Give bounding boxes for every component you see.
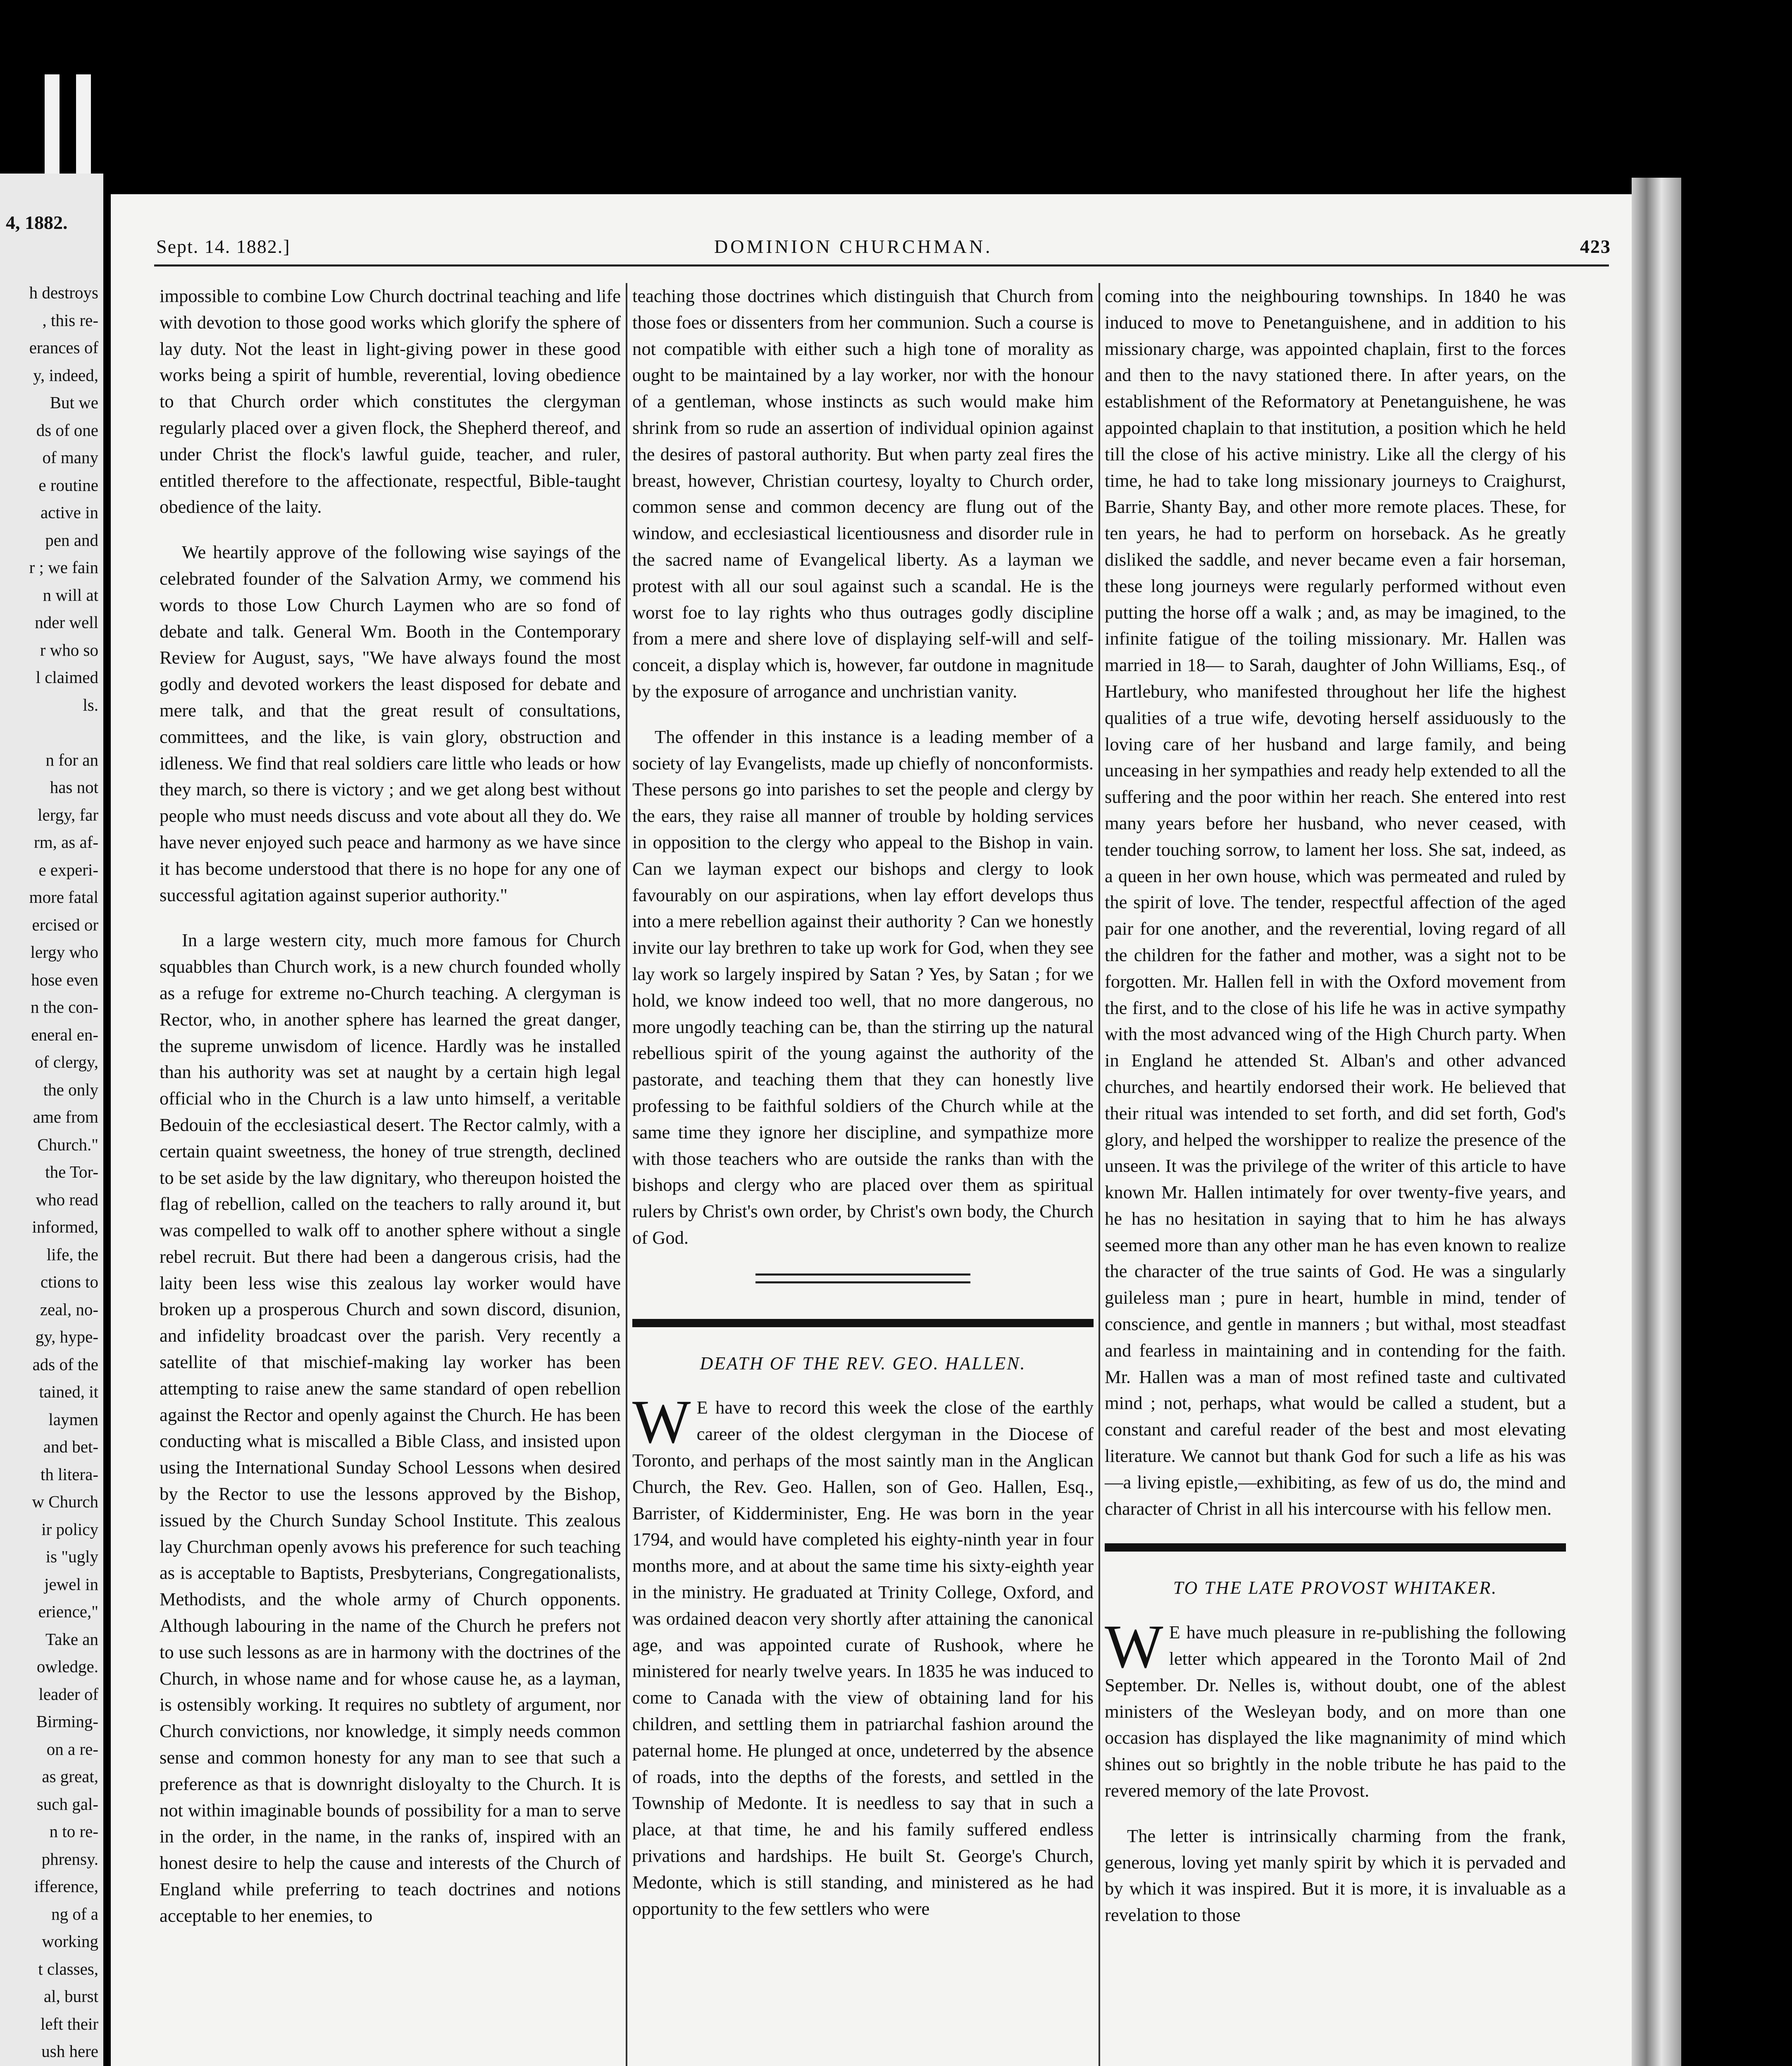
previous-page-line: left their <box>40 2014 98 2033</box>
previous-page-line: y, indeed, <box>33 365 98 385</box>
previous-page-line: the Tor- <box>45 1162 98 1181</box>
issue-date: Sept. 14. 1882.] <box>156 236 291 257</box>
previous-page-line: n the con- <box>31 997 98 1016</box>
previous-page-line: working <box>42 1932 98 1951</box>
previous-page-line: th litera- <box>40 1464 98 1484</box>
previous-page-line: active in <box>40 503 98 522</box>
column-3 <box>1105 283 1566 2066</box>
paragraph: We heartily approve of the following wise sayings of the celebrated founder of the Salvation Army, we commend his words to those Low Church Laymen who are so fond of debate and talk. General Wm. Booth in the Contemporary Review for August, says, "We have always found the most godly and devoted workers the least disposed for debate and mere talk, and that the great result of consultations, committees, and the like, is vain glory, obstruction and idleness. We find that real soldiers care little who leads or how they march, so there is victory ; and we get along best without people who must needs discuss and vote about all they do. We have never enjoyed such peace and harmony as we have since it has become understood that there is no hope for any one of successful agitation against superior authority." <box>160 542 621 905</box>
page-header <box>156 236 1611 269</box>
previous-page-line: lergy, far <box>38 805 98 824</box>
previous-page-header: 4, 1882. <box>6 212 68 233</box>
whitaker-paragraph: The letter is intrinsically charming from the frank, generous, loving yet manly spirit by which it is pervaded and by which it was inspired. But it is more, it is invaluable as a revelation to those <box>1105 1825 1566 1926</box>
previous-page-line: w Church <box>32 1492 98 1511</box>
column-rule <box>1099 283 1100 2066</box>
column-1 <box>160 283 621 2066</box>
previous-page-line: owledge. <box>36 1657 98 1676</box>
heavy-rule <box>1105 1543 1566 1552</box>
column-rule <box>626 283 627 2066</box>
previous-page-line: is "ugly <box>45 1547 98 1566</box>
previous-page-line: tained, it <box>39 1382 98 1401</box>
previous-page-line: who read <box>36 1190 98 1209</box>
previous-page-line: n will at <box>43 585 98 605</box>
previous-page-line: more fatal <box>29 888 98 907</box>
previous-page-line: ads of the <box>32 1354 98 1374</box>
previous-page-line: ds of one <box>36 420 98 440</box>
previous-page-line: t classes, <box>38 1959 98 1978</box>
previous-page-line <box>1 719 98 746</box>
previous-page-line: Birming- <box>36 1712 98 1731</box>
previous-page-line: hose even <box>31 970 98 989</box>
previous-page-fragment <box>0 174 103 2066</box>
previous-page-line: ir policy <box>41 1519 98 1539</box>
previous-page-line: ls. <box>83 695 98 714</box>
previous-page-line: the only <box>43 1080 98 1099</box>
previous-page-line: jewel in <box>44 1574 98 1594</box>
previous-page-line: ush here <box>41 2042 98 2061</box>
previous-page-line: lergy who <box>30 943 98 962</box>
previous-page-line: erience," <box>38 1602 98 1621</box>
previous-page-line: ame from <box>33 1107 98 1126</box>
whitaker-paragraph: WE have much pleasure in re-publishing the following letter which appeared in the Toronto Mail of 2nd September. Dr. Nelles is, without doubt, one of the ablest ministers of the Wesleyan body, and on more than one occasion has displayed the like magnanimity of mind which shines out so brightly in the noble tribute he has paid to the revered memory of the late Provost. <box>1105 1612 1566 1801</box>
previous-page-line: rm, as af- <box>34 833 98 852</box>
previous-page-line: of many <box>42 448 98 467</box>
previous-page-line: ifference, <box>34 1877 98 1896</box>
heavy-rule <box>632 1319 1094 1327</box>
previous-page-line: Church." <box>37 1135 98 1154</box>
previous-page-line: laymen <box>48 1409 98 1429</box>
page-edge <box>1632 178 1681 2066</box>
paragraph: teaching those doctrines which distinguish that Church from those foes or dissenters from her communion. Such a course is not compatible with either such a high tone of morality as ought to be maintained by a lay worker, nor with the honour of a gentleman, whose instincts as such would make him shrink from so rude an assertion of individual opinion against the desires of pastoral authority. But when party zeal fires the breast, however, Christian courtesy, loyalty to Church order, common sense and common decency are flung out of the window, and ecclesiastical licentiousness and disorder rule in the sacred name of Evangelical liberty. As a layman we protest with all our soul against such a scandal. He is the worst foe to lay rights who thus outrages godly discipline from a mere and shere love of displaying self-will and self-conceit, a display which is, however, far outdone in magnitude by the exposure of arrogance and unchristian vanity. <box>632 286 1094 702</box>
previous-page-line: h destroys <box>29 283 98 302</box>
previous-page-line: n for an <box>45 750 98 769</box>
newspaper-page <box>111 194 1632 2066</box>
header-rule <box>154 264 1609 267</box>
paragraph: The offender in this instance is a leading member of a society of lay Evangelists, made up chiefly of nonconformists. These persons go into parishes to set the people and clergy by the ears, they raise all manner of trouble by holding services in opposition to the clergy who appeal to the Bishop in vain. Can we layman expect our bishops and clergy to look favourably on our aspirations, when lay effort develops thus into a mere rebellion against their authority ? Can we honestly invite our lay brethren to take up work for God, when they see lay work so largely inspired by Satan ? Yes, by Satan ; for we hold, we know indeed too well, that no more dangerous, no more ungodly teaching can be, than the stirring up the natural rebellious spirit of the young against the authority of the pastorate, and teaching them that they can honestly live professing to be faithful soldiers of the Church while at the same time they ignore her discipline, and sympathize more with those teachers who are outside the ranks than with the bishops and clergy who are placed over them as spiritual rulers by Christ's own order, by Christ's own body, the Church of God. <box>632 726 1094 1248</box>
obituary-continued: coming into the neighbouring townships. In 1840 he was induced to move to Penetanguishene, and in addition to his missionary charge, was appointed chaplain, first to the forces and then to the navy stationed there. In after years, on the establishment of the Reformatory at Penetanguishene, he was appointed chaplain to that institution, a position which he held till the close of his active ministry. Like all the clergy of his time, he had to take long missionary journeys to Craighurst, Barrie, Shanty Bay, and other more remote places. These, for ten years, he had to perform on horseback. As he greatly disliked the saddle, and never became even a fair horseman, these long journeys were regularly performed without even putting the horse off a walk ; and, as may be imagined, to the infinite fatigue of the toiling missionary. Mr. Hallen was married in 18— to Sarah, daughter of John Williams, Esq., of Hartlebury, who manifested throughout her life the highest qualities of a true wife, devoting herself assiduously to the loving care of her husband and large family, and being unceasing in her sympathies and ready help extended to all the suffering and the poor within her reach. She entered into rest many years before her husband, who never ceased, with tender touching sorrow, to lament her loss. She sat, indeed, as a queen in her own house, which was permeated and ruled by the spirit of love. The tender, respectful affection of the aged pair for one another, and the reverential, loving regard of all the children for the father and mother, was a sight not to be forgotten. Mr. Hallen fell in with the Oxford movement from the first, and to the close of his life he was in active sympathy with the most advanced wing of the High Church party. When in England he attended St. Alban's and other advanced churches, and heartily endorsed their work. He believed that their ritual was intended to set forth, and did set forth, God's glory, and helped the worshipper to realize the presence of the unseen. It was the privilege of the writer of this article to have known Mr. Hallen intimately for over twenty-five years, and he has no hesitation in saying that to him he has always seemed more than any other man he has even known to realize the character of the true saints of God. He was a singularly guileless man ; pure in heart, humble in mind, tender of conscience, and gentle in manners ; but withal, most steadfast and fearless in maintaining and in contending for the faith. Mr. Hallen was a man of most refined taste and cultivated mind ; not, perhaps, what would be called a student, but a constant and careful reader of the best and most elevating literature. We cannot but thank God for such a life as his was—a living epistle,—exhibiting, as few of us do, the mind and character of Christ in all his intercourse with his fellow men. <box>1105 286 1566 1519</box>
obituary-paragraph: WE have to record this week the close of the earthly career of the oldest clergyman in the Diocese of Toronto, and perhaps of the most saintly man in the Anglican Church, the Rev. Geo. Hallen, son of Geo. Hallen, Esq., Barrister, of Kidderminister, Eng. He was born in the year 1794, and would have completed his eighty-ninth year in four months more, and at about the same time his sixty-eighth year in the ministry. He graduated at Trinity College, Oxford, and was ordained deacon very shortly after attaining the canonical age, and was appointed curate of Rushook, where he ministered for nearly twelve years. In 1835 he was induced to come to Canada with the view of obtaining land for his children, and settling them in patriarchal fashion around the paternal home. He plunged at once, undeterred by the absence of roads, into the depths of the forests, and settled in the Township of Medonte. It is needless to say that in such a place, at that time, he and his family suffered endless privations and hardships. He built St. George's Church, Medonte, which is still standing, and ministered as he had opportunity to the few settlers who were <box>632 1388 1094 1919</box>
previous-page-line: r ; we fain <box>29 558 98 577</box>
previous-page-line: life, the <box>46 1245 98 1264</box>
previous-page-line: eneral en- <box>31 1025 98 1044</box>
previous-page-line: pen and <box>45 530 98 550</box>
previous-page-line: and bet- <box>43 1437 98 1456</box>
previous-page-line: n to re- <box>49 1822 98 1841</box>
previous-page-line: al, burst <box>43 1987 98 2006</box>
previous-page-line: on a re- <box>46 1739 98 1759</box>
previous-page-line: zeal, no- <box>40 1300 98 1319</box>
whitaker-heading: TO THE LATE PROVOST WHITAKER. <box>1173 1578 1498 1598</box>
section-separator <box>755 1273 970 1283</box>
publication-title: DOMINION CHURCHMAN. <box>714 236 993 257</box>
previous-page-line: r who so <box>40 640 98 659</box>
previous-page-line: has not <box>50 778 98 797</box>
previous-page-line: gy, hype- <box>35 1327 98 1346</box>
previous-page-line: e routine <box>38 475 98 495</box>
previous-page-line: of clergy, <box>35 1052 98 1071</box>
column-2 <box>632 283 1094 2066</box>
paragraph: In a large western city, much more famous for Church squabbles than Church work, is a new church founded wholly as a refuge for extreme no-Church teaching. A clergyman is Rector, who, in another sphere has learned the great danger, the supreme unwisdom of licence. Hardly was he installed than his authority was set at naught by a certain high legal official who in the Church is a law unto himself, a veritable Bedouin of the ecclesiastical desert. The Rector calmly, with a certain quaint sweetness, the honey of true strength, declined to be set aside by the law dignitary, who thereupon hoisted the flag of rebellion, called on the teachers to rally around it, but was compelled to walk off to another sphere without a single rebel recruit. But there had been a dangerous crisis, had the laity been less wise this zealous lay worker would have broken up a prosperous Church and sown discord, disunion, and infidelity broadcast over the parish. Very recently a satellite of that mischief-making lay worker has been attempting to raise anew the same standard of open rebellion against the Rector and openly against the Church. He has been conducting what is miscalled a Bible Class, and insisted upon using the International Sunday School Lessons when desired by the Rector to use the lessons approved by the Bishop, issued by the Church Sunday School Institute. This zealous lay Churchman openly avows his preference for such teaching as is acceptable to Baptists, Presbyterians, Congregationalists, Methodists, and the whole army of Church opponents. Although labouring in the name of the Church he prefers not to use such lessons as are in harmony with the doctrines of the Church, in whose name and for whose cause he, as a layman, is ostensibly working. It requires no subtlety of argument, nor Church convictions, nor knowledge, it simply needs common sense and common honesty for any man to see that such a preference as that is downright disloyalty to the Church. It is not within imaginable bounds of possibility for a man to serve in the order, in the name, in the ranks of, inspired with an honest desire to help the cause and interests of the Church of England while preferring to teach doctrines and notions acceptable to her enemies, to <box>160 930 621 1926</box>
previous-page-line: as great, <box>42 1767 98 1786</box>
previous-page-line: nder well <box>35 613 98 632</box>
previous-page-line: , this re- <box>42 310 98 330</box>
previous-page-line: ng of a <box>51 1904 98 1923</box>
previous-page-line: phrensy. <box>41 1849 98 1868</box>
previous-page-line: l claimed <box>36 668 98 687</box>
page-number: 423 <box>1580 236 1611 257</box>
previous-page-line: informed, <box>32 1217 98 1236</box>
previous-page-line: such gal- <box>36 1794 98 1814</box>
paragraph: impossible to combine Low Church doctrinal teaching and life with devotion to those good works which glorify the sphere of lay duty. Not the least in light-giving power in these good works being a spirit of humble, reverential, loving obedience to that Church order which constitutes the clergyman regularly placed over a given flock, the Shepherd thereof, and under Christ the flock's lawful guide, teacher, and ruler, entitled therefore to the affectionate, respectful, Bible-taught obedience of the laity. <box>160 286 621 517</box>
previous-page-line: ercised or <box>32 915 98 934</box>
previous-page-line: erances of <box>29 338 98 357</box>
previous-page-line: e experi- <box>38 860 98 879</box>
previous-page-line: leader of <box>38 1684 98 1704</box>
previous-page-line: ctions to <box>40 1272 98 1291</box>
previous-page-column <box>1 279 98 2066</box>
previous-page-line: Take an <box>45 1629 98 1649</box>
previous-page-line: But we <box>50 393 98 412</box>
obituary-heading: DEATH OF THE REV. GEO. HALLEN. <box>700 1353 1026 1373</box>
